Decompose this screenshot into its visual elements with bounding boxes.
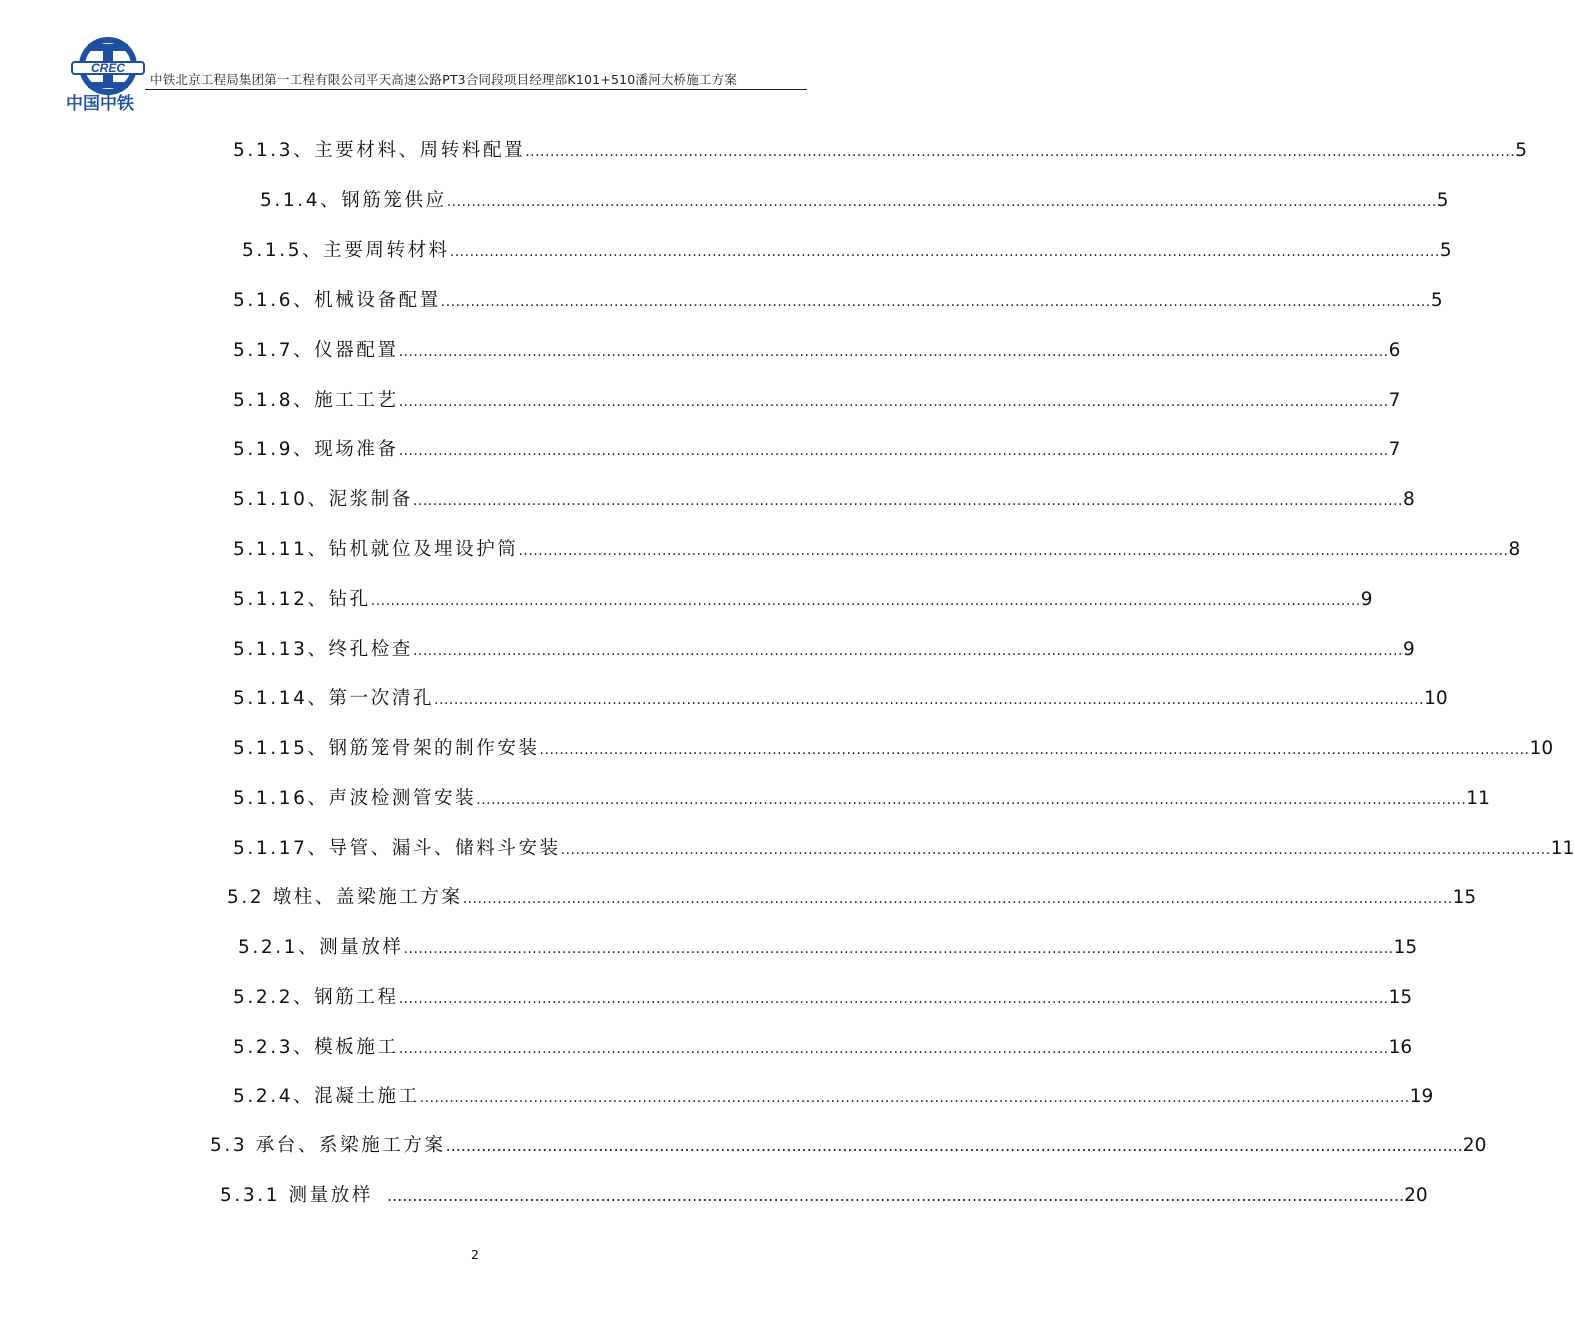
toc-entry[interactable] xyxy=(210,1133,1487,1159)
header-title: 中铁北京工程局集团第一工程有限公司平天高速公路PT3合同段项目经理部K101+510潘河大桥施工方案 xyxy=(150,72,738,87)
toc-entry-leader: ........................................................................................................................................................................................................ xyxy=(525,144,1516,160)
toc-entry-page: 15 xyxy=(1452,887,1477,908)
toc-entry-leader: ........................................................................................................................................................................................................ xyxy=(386,1186,1405,1205)
toc-entry-page: 9 xyxy=(1403,639,1415,660)
toc-entry[interactable] xyxy=(233,985,1413,1011)
toc-entry-leader: ........................................................................................................................................................................................................ xyxy=(462,891,1453,907)
toc-entry-label: 5.1.11、钻机就位及埋设护筒 xyxy=(233,539,519,560)
toc-entry[interactable] xyxy=(242,238,1452,264)
toc-entry-label: 5.2 墩柱、盖梁施工方案 xyxy=(227,887,463,908)
toc-entry-label: 5.3.1 测量放样 xyxy=(220,1185,373,1206)
toc-entry-label: 5.1.17、导管、漏斗、储料斗安装 xyxy=(233,838,561,859)
toc-entry-label: 5.1.14、第一次清孔 xyxy=(233,688,435,709)
toc-entry-leader: ........................................................................................................................................................................................................ xyxy=(412,643,1403,659)
toc-entry[interactable] xyxy=(227,885,1477,911)
toc-entry-label: 5.2.1、测量放样 xyxy=(238,937,404,958)
toc-entry-leader: ........................................................................................................................................................................................................ xyxy=(449,244,1440,260)
toc-entry[interactable] xyxy=(233,686,1448,712)
logo-text: 中国中铁 xyxy=(66,94,134,114)
toc-entry-page: 9 xyxy=(1360,589,1373,610)
toc-entry-label: 5.1.12、钻孔 xyxy=(233,589,371,610)
toc-entry-page: 5 xyxy=(1515,140,1528,161)
toc-entry-leader: ........................................................................................................................................................................................................ xyxy=(398,443,1389,459)
toc-entry-page: 15 xyxy=(1388,987,1413,1008)
toc-entry-leader: ........................................................................................................................................................................................................ xyxy=(539,742,1530,758)
toc-entry[interactable] xyxy=(233,736,1554,762)
toc-entry-page: 16 xyxy=(1388,1037,1413,1058)
toc-entry[interactable] xyxy=(233,288,1443,314)
toc-entry-label: 5.1.5、主要周转材料 xyxy=(242,240,450,261)
toc-entry[interactable] xyxy=(233,836,1574,862)
toc-entry-label: 5.1.7、仪器配置 xyxy=(233,340,399,361)
toc-entry-page: 11 xyxy=(1550,838,1574,859)
page-number: 2 xyxy=(471,1247,479,1262)
toc-entry-label: 5.2.2、钢筋工程 xyxy=(233,987,399,1008)
toc-entry-label: 5.1.8、施工工艺 xyxy=(233,390,399,411)
toc-entry-leader: ........................................................................................................................................................................................................ xyxy=(518,543,1509,559)
toc-entry-page: 10 xyxy=(1424,688,1448,709)
toc-entry[interactable] xyxy=(233,537,1521,563)
toc-entry[interactable] xyxy=(233,786,1490,812)
svg-text:CREC: CREC xyxy=(90,61,126,75)
toc-entry-leader: ........................................................................................................................................................................................................ xyxy=(476,792,1467,808)
toc-entry-label: 5.1.4、钢筋笼供应 xyxy=(260,190,447,211)
toc-entry-leader: ........................................................................................................................................................................................................ xyxy=(440,294,1431,310)
toc-entry[interactable] xyxy=(238,935,1418,961)
toc-entry-page: 19 xyxy=(1409,1086,1434,1107)
toc-entry-leader: ........................................................................................................................................................................................................ xyxy=(434,692,1425,708)
toc-entry-leader: ........................................................................................................................................................................................................ xyxy=(398,344,1389,360)
toc-entry-page: 5 xyxy=(1439,240,1452,261)
toc-entry[interactable] xyxy=(233,1035,1413,1061)
page-header xyxy=(0,0,950,120)
toc-entry-label: 5.1.3、主要材料、周转料配置 xyxy=(233,140,526,161)
toc-entry[interactable] xyxy=(260,188,1449,214)
toc-entry[interactable] xyxy=(233,437,1401,463)
toc-entry-label: 5.1.16、声波检测管安装 xyxy=(233,788,477,809)
toc-entry-label: 5.2.4、混凝土施工 xyxy=(233,1086,420,1107)
toc-entry-page: 8 xyxy=(1403,489,1415,510)
toc-entry[interactable] xyxy=(233,338,1401,364)
toc-entry[interactable] xyxy=(233,487,1415,513)
toc-entry-label: 5.2.3、模板施工 xyxy=(233,1037,399,1058)
toc-entry-leader: ........................................................................................................................................................................................................ xyxy=(403,941,1394,957)
toc-entry[interactable] xyxy=(233,637,1415,663)
toc-entry-page: 20 xyxy=(1462,1135,1487,1156)
toc-entry-leader: ........................................................................................................................................................................................................ xyxy=(398,1041,1389,1057)
toc-entry-label: 5.1.6、机械设备配置 xyxy=(233,290,441,311)
toc-entry-page: 10 xyxy=(1529,738,1554,759)
toc-entry-leader: ........................................................................................................................................................................................................ xyxy=(445,1136,1463,1155)
toc-entry-leader: ........................................................................................................................................................................................................ xyxy=(370,593,1361,609)
header-divider xyxy=(145,89,807,90)
toc-entry-page: 20 xyxy=(1404,1185,1428,1206)
toc-entry[interactable] xyxy=(233,388,1401,414)
toc-entry[interactable] xyxy=(233,1084,1434,1110)
toc-entry-page: 5 xyxy=(1436,190,1449,211)
toc-entry-label: 5.1.9、现场准备 xyxy=(233,439,399,460)
toc-entry-label: 5.1.15、钢筋笼骨架的制作安装 xyxy=(233,738,540,759)
toc-entry-leader: ........................................................................................................................................................................................................ xyxy=(446,194,1437,210)
toc-entry-leader: ........................................................................................................................................................................................................ xyxy=(560,842,1551,858)
toc-entry-leader: ........................................................................................................................................................................................................ xyxy=(398,991,1389,1007)
toc-entry-page: 7 xyxy=(1388,390,1401,411)
toc-entry-page: 7 xyxy=(1388,439,1401,460)
toc-entry-leader: ........................................................................................................................................................................................................ xyxy=(412,493,1403,509)
toc-entry[interactable] xyxy=(233,138,1528,164)
toc-entry-label: 5.3 承台、系梁施工方案 xyxy=(210,1135,446,1156)
toc-entry[interactable] xyxy=(220,1183,1428,1209)
toc-entry-label: 5.1.10、泥浆制备 xyxy=(233,489,413,510)
toc-entry[interactable] xyxy=(233,587,1373,613)
toc-entry-page: 15 xyxy=(1393,937,1418,958)
toc-entry-page: 11 xyxy=(1466,788,1490,809)
toc-entry-page: 6 xyxy=(1388,340,1401,361)
toc-entry-leader: ........................................................................................................................................................................................................ xyxy=(398,394,1389,410)
toc-entry-leader: ........................................................................................................................................................................................................ xyxy=(419,1090,1410,1106)
toc-entry-page: 8 xyxy=(1508,539,1521,560)
toc-entry-label: 5.1.13、终孔检查 xyxy=(233,639,413,660)
toc-entry-page: 5 xyxy=(1430,290,1443,311)
